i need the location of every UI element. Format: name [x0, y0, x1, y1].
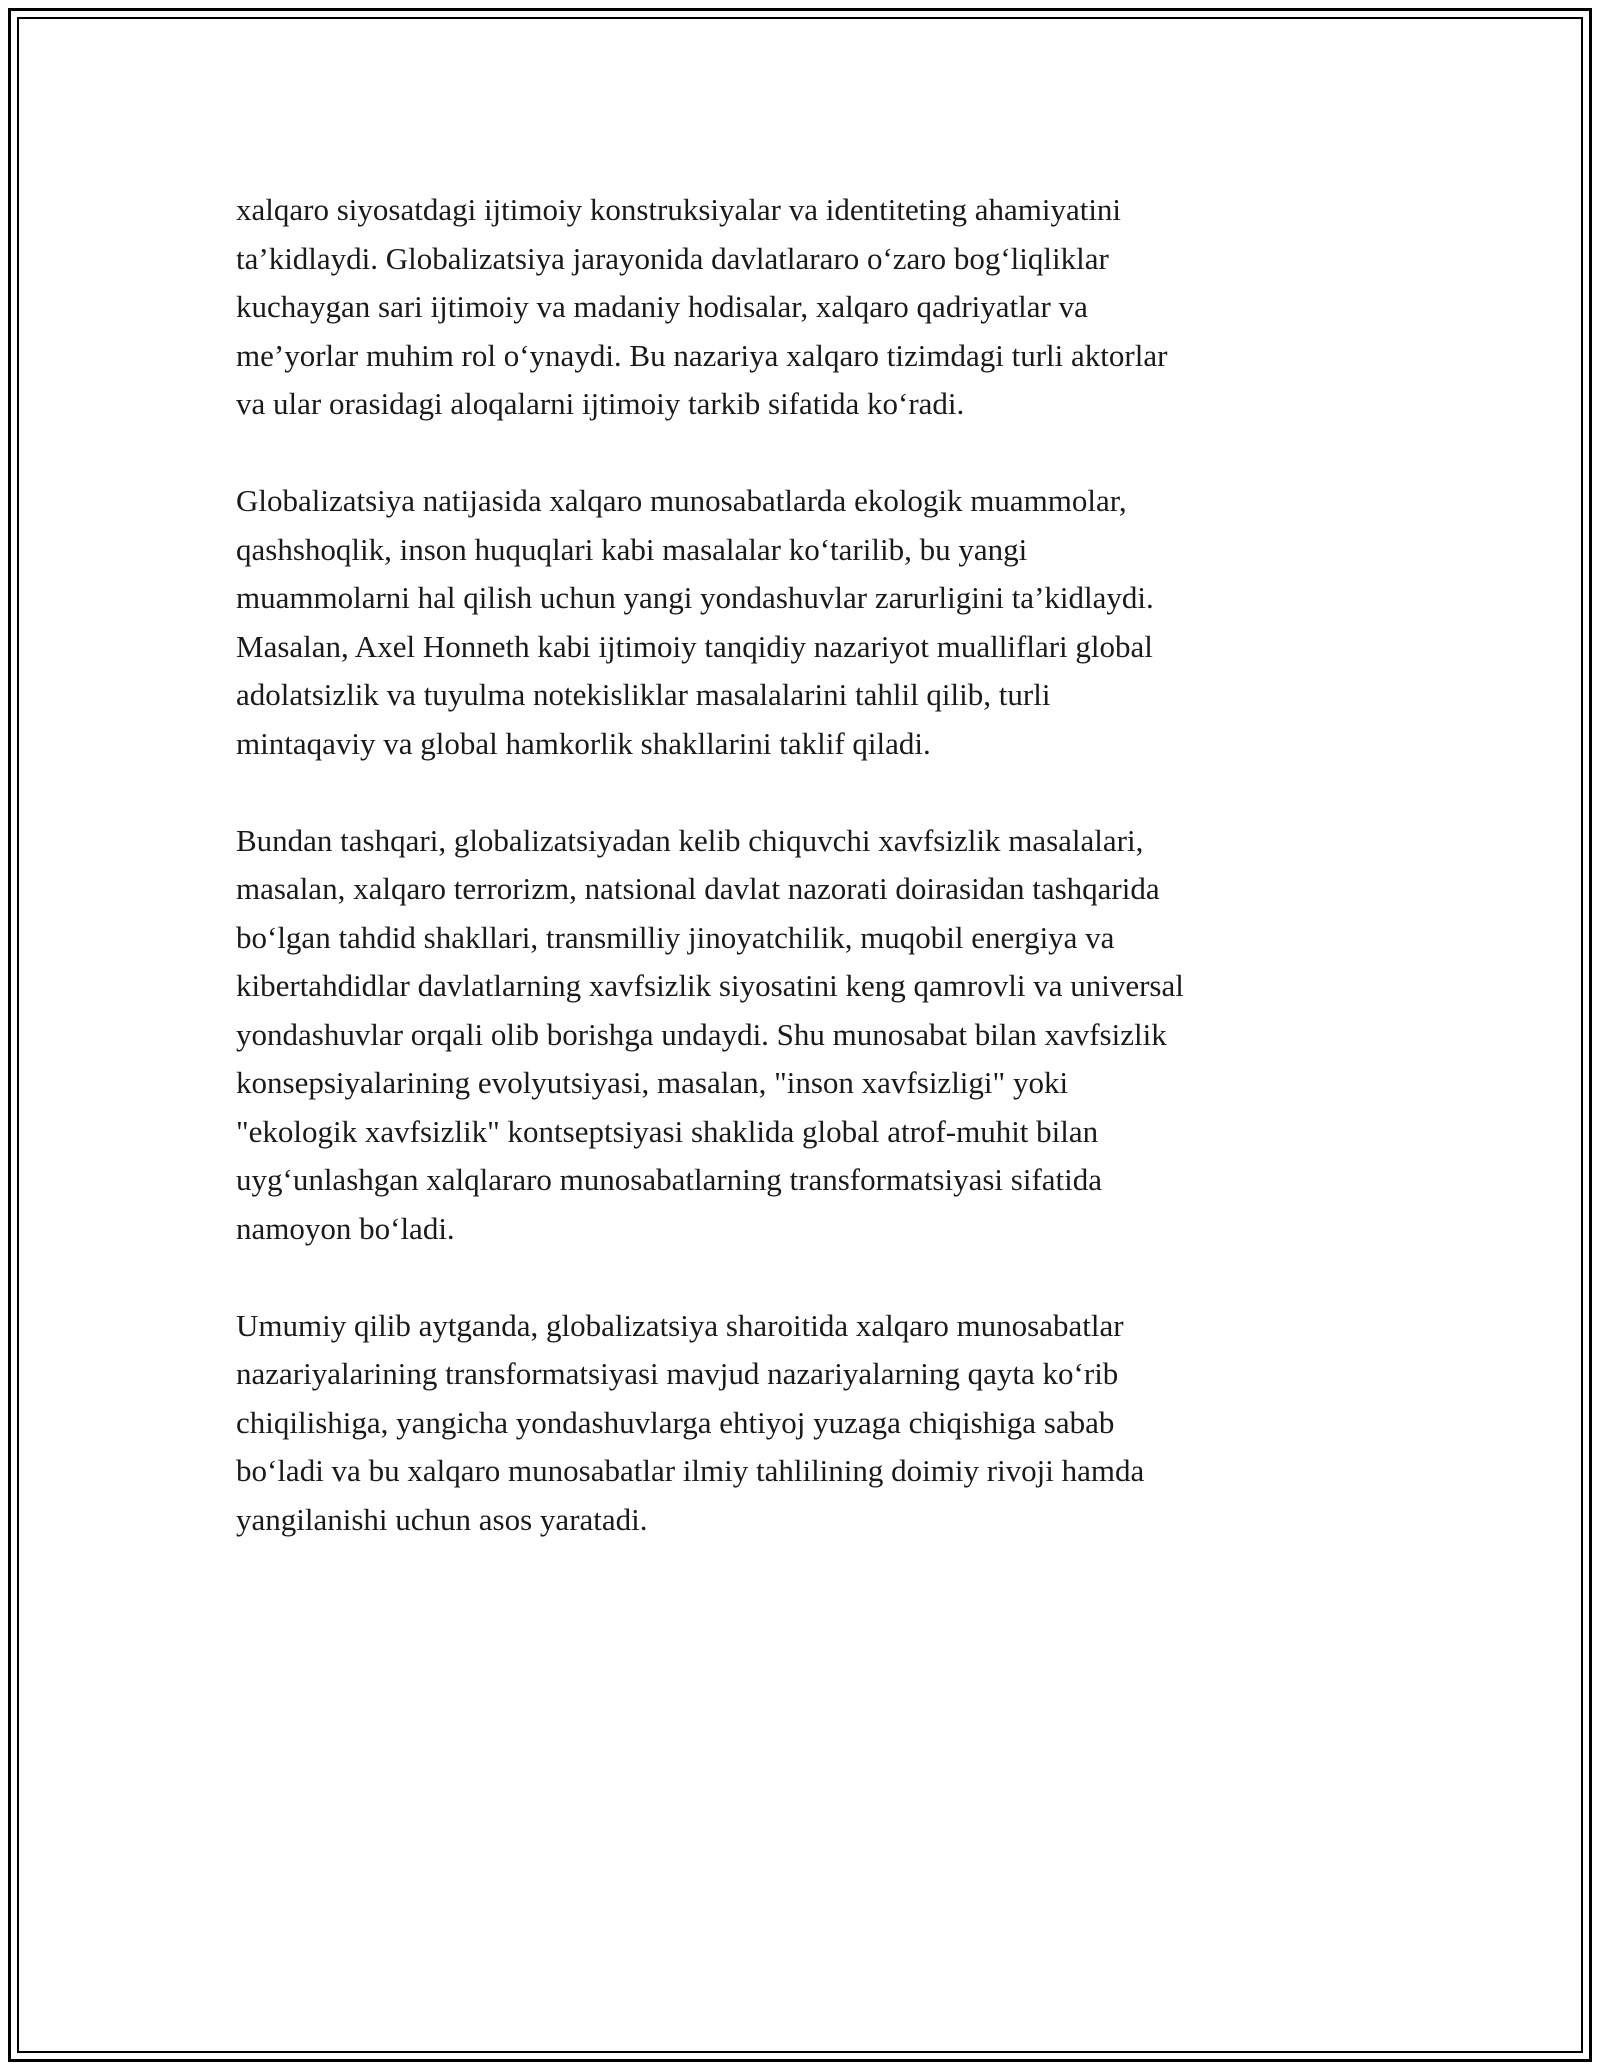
text-line: ta’kidlaydi. Globalizatsiya jarayonida davlatlararo o‘zaro bog‘liqliklar: [236, 240, 1109, 276]
text-line: nazariyalarining transformatsiyasi mavjud nazariyalarning qayta ko‘rib: [236, 1356, 1119, 1391]
document-body: [236, 186, 1366, 1593]
text-line: konsepsiyalarining evolyutsiyasi, masalan, "inson xavfsizligi" yoki: [236, 1065, 1069, 1100]
text-line: me’yorlar muhim rol o‘ynaydi. Bu nazariya xalqaro tizimdagi turli aktorlar: [236, 337, 1168, 373]
text-line: yondashuvlar orqali olib borishga undaydi. Shu munosabat bilan xavfsizlik: [236, 1016, 1167, 1052]
text-line: adolatsizlik va tuyulma notekisliklar masalalarini tahlil qilib, turli: [236, 677, 1051, 712]
text-line: kibertahdidlar davlatlarning xavfsizlik siyosatini keng qamrovli va universal: [236, 968, 1184, 1003]
text-line: uyg‘unlashgan xalqlararo munosabatlarning transformatsiyasi sifatida: [236, 1162, 1103, 1197]
text-line: "ekologik xavfsizlik" kontseptsiyasi shaklida global atrof-muhit bilan: [236, 1113, 1099, 1149]
text-line: yangilanishi uchun asos yaratadi.: [236, 1501, 648, 1537]
text-line: namoyon bo‘ladi.: [236, 1210, 455, 1246]
text-line: Masalan, Axel Honneth kabi ijtimoiy tanqidiy nazariyot mualliflari global: [236, 628, 1153, 664]
paragraph-3: [236, 817, 1366, 1254]
text-line: kuchaygan sari ijtimoiy va madaniy hodisalar, xalqaro qadriyatlar va: [236, 289, 1088, 324]
text-line: va ular orasidagi aloqalarni ijtimoiy tarkib sifatida ko‘radi.: [236, 386, 965, 421]
text-line: bo‘ladi va bu xalqaro munosabatlar ilmiy tahlilining doimiy rivoji hamda: [236, 1453, 1145, 1488]
text-line: masalan, xalqaro terrorizm, natsional davlat nazorati doirasidan tashqarida: [236, 871, 1160, 906]
paragraph-1: [236, 186, 1366, 429]
text-line: qashshoqlik, inson huquqlari kabi masalalar ko‘tarilib, bu yangi: [236, 531, 1028, 567]
text-line: chiqilishiga, yangicha yondashuvlarga ehtiyoj yuzaga chiqishiga sabab: [236, 1404, 1115, 1440]
text-line: mintaqaviy va global hamkorlik shakllarini taklif qiladi.: [236, 725, 931, 761]
text-line: muammolarni hal qilish uchun yangi yondashuvlar zarurligini ta’kidlaydi.: [236, 580, 1154, 615]
text-line: bo‘lgan tahdid shakllari, transmilliy jinoyatchilik, muqobil energiya va: [236, 919, 1115, 955]
paragraph-4: [236, 1302, 1366, 1545]
paragraph-2: [236, 477, 1366, 768]
text-line: xalqaro siyosatdagi ijtimoiy konstruksiyalar va identiteting ahamiyatini: [236, 192, 1122, 227]
text-line: Bundan tashqari, globalizatsiyadan kelib chiquvchi xavfsizlik masalalari,: [236, 822, 1144, 858]
text-line: Umumiy qilib aytganda, globalizatsiya sharoitida xalqaro munosabatlar: [236, 1307, 1124, 1343]
text-line: Globalizatsiya natijasida xalqaro munosabatlarda ekologik muammolar,: [236, 483, 1127, 518]
